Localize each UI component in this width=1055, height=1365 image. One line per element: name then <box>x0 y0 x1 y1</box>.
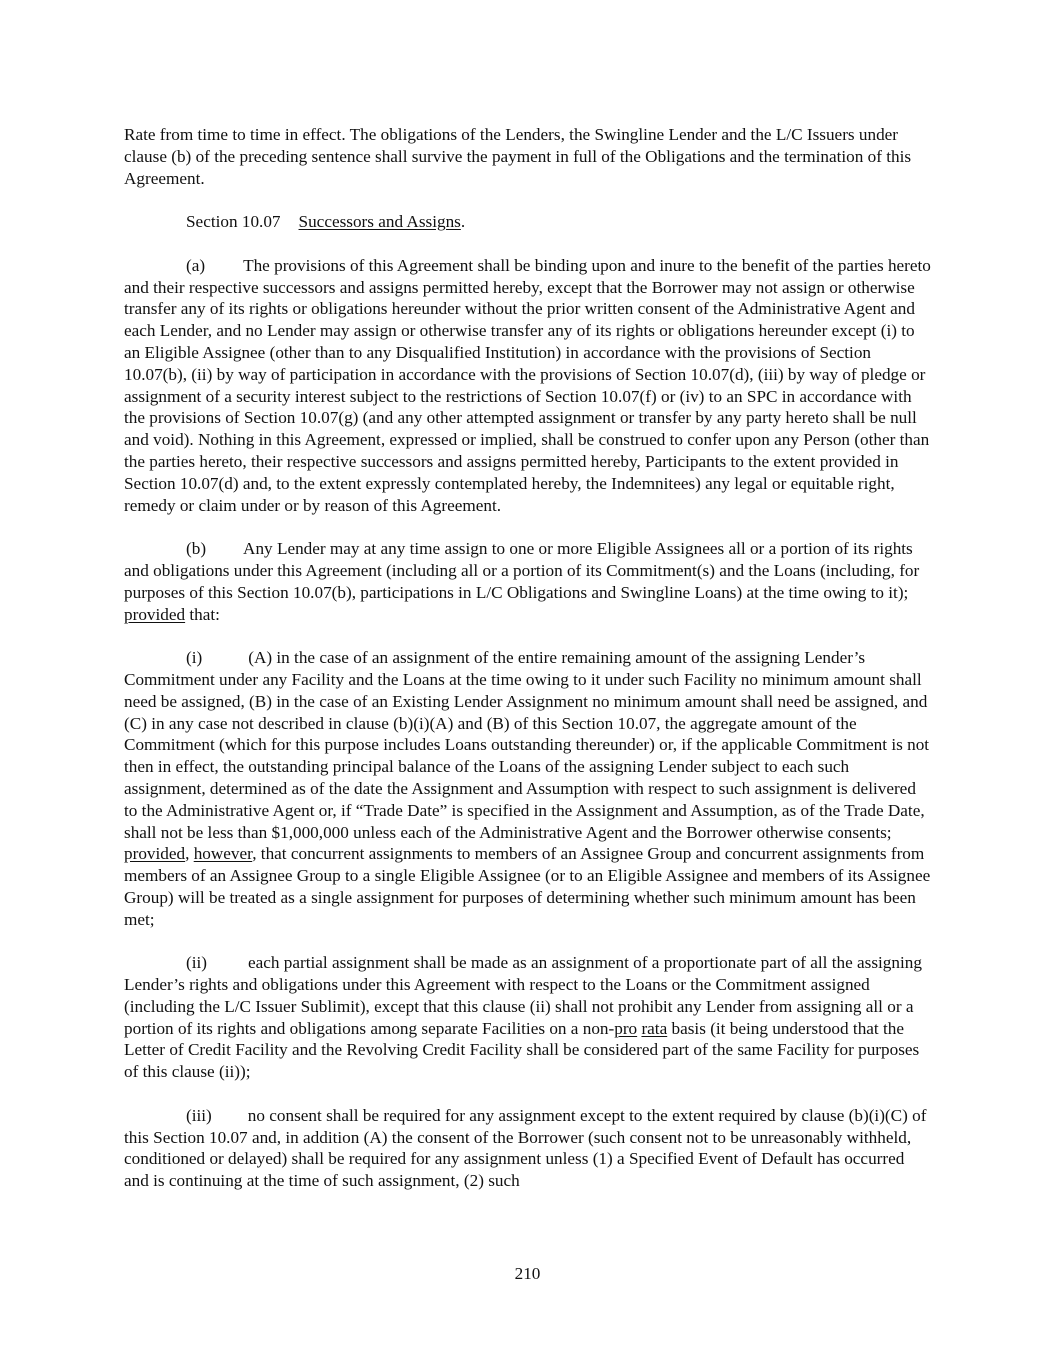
clause-iii-text: no consent shall be required for any assignment except to the extent required by clause (b)(i)(C) of this Section 10.07 and, in addition (A) the consent of the Borrower (such consent not to be unreasonably withheld, conditioned or delayed) shall be required for any assignment unless (1) a Specified Event of Default has occurred and is continuing at the time of such assignment, (2) such <box>124 1105 927 1191</box>
clause-iii-label: (iii) <box>186 1105 212 1125</box>
provided-term: provided <box>124 844 186 864</box>
clause-iii <box>124 1105 932 1192</box>
clause-i-text: (A) in the case of an assignment of the entire remaining amount of the assigning Lender’s Commitment under any Facility and the Loans at the time owing to it under such Facility no minimum amount shall need be assigned, (B) in the case of an Existing Lender Assignment no minimum amount shall need be assigned, and (C) in any case not described in clause (b)(i)(A) and (B) of this Section 10.07, the aggregate amount of the Commitment (which for this purpose includes Loans outstanding thereunder) or, if the applicable Commitment is not then in effect, the outstanding principal balance of the Loans of the assigning Lender subject to each such assignment, determined as of the date the Assignment and Assumption with respect to such assignment is delivered to the Administrative Agent or, if “Trade Date” is specified in the Assignment and Assumption, as of the Trade Date, shall not be less than $1,000,000 unless each of the Administrative Agent and the Borrower otherwise consents; <box>124 648 930 842</box>
paragraph-a <box>124 255 932 517</box>
rata-term: rata <box>641 1018 668 1038</box>
paragraph-a-text: The provisions of this Agreement shall be binding upon and inure to the benefit of the parties hereto and their respective successors and assigns permitted hereby, except that the Borrower may not assign or otherwise transfer any of its rights or obligations hereunder without the prior written consent of the Administrative Agent and each Lender, and no Lender may assign or otherwise transfer any of its rights or obligations hereunder except (i) to an Eligible Assignee (other than to any Disqualified Institution) in accordance with the provisions of Section 10.07(b), (ii) by way of participation in accordance with the provisions of Section 10.07(d), (iii) by way of pledge or assignment of a security interest subject to the restrictions of Section 10.07(f) or (iv) to an SPC in accordance with the provisions of Section 10.07(g) (and any other attempted assignment or transfer by any party hereto shall be null and void). Nothing in this Agreement, expressed or implied, shall be construed to confer upon any Person (other than the parties hereto, their respective successors and assigns permitted hereby, Participants to the extent provided in Section 10.07(d) and, to the extent expressly contemplated hereby, the Indemnitees) any legal or equitable right, remedy or claim under or by reason of this Agreement. <box>124 255 931 515</box>
clause-ii: (ii) each partial assignment shall be made as an assignment of a proportionate part of all the assigning Lender’s rights and obligations under this Agreement with respect to the Loans or the Commitment assigned (including the L/C Issuer Sublimit), except that this clause (ii) shall not prohibit any Lender from assigning all or a portion of its rights and obligations among separate Facilities on a non-pro rata basis (it being understood that the Letter of Credit Facility and the Revolving Credit Facility shall be considered part of the same Facility for purposes of this clause (ii)); <box>124 953 922 1082</box>
paragraph-a-label: (a) <box>186 255 206 275</box>
clause-i: (i) (A) in the case of an assignment of the entire remaining amount of the assigning Lender’s Commitment under any Facility and the Loans at the time owing to it under such Facility no minimum amount shall need be assigned, (B) in the case of an Existing Lender Assignment no minimum amount shall need be assigned, and (C) in any case not described in clause (b)(i)(A) and (B) of this Section 10.07, the aggregate amount of the Commitment (which for this purpose includes Loans outstanding thereunder) or, if the applicable Commitment is not then in effect, the outstanding principal balance of the Loans of the assigning Lender subject to each such assignment, determined as of the date the Assignment and Assumption with respect to such assignment is delivered to the Administrative Agent or, if “Trade Date” is specified in the Assignment and Assumption, as of the Trade Date, shall not be less than $1,000,000 unless each of the Administrative Agent and the Borrower otherwise consents; provided, however, that concurrent assignments to members of an Assignee Group and concurrent assignments from members of an Assignee Group to a single Eligible Assignee (or to an Eligible Assignee and members of its Assignee Group) will be treated as a single assignment for purposes of determining whether such minimum amount has been met; <box>124 648 931 929</box>
document-page <box>124 124 932 1214</box>
section-heading: Section 10.07 Successors and Assigns. <box>186 212 466 232</box>
paragraph-b-text: Any Lender may at any time assign to one or more Eligible Assignees all or a portion of its rights and obligations under this Agreement (including all or a portion of its Commitment(s) and the Loans (including, for purposes of this Section 10.07(b), participations in L/C Obligations and Swingline Loans) at the time owing to it); <box>124 539 920 602</box>
paragraph-b-label: (b) <box>186 539 207 559</box>
however-term: however <box>193 844 253 864</box>
section-title: Successors and Assigns <box>298 212 461 232</box>
paragraph-continuation: Rate from time to time in effect. The obligations of the Lenders, the Swingline Lender and the L/C Issuers under clause (b) of the preceding sentence shall survive the payment in full of the Obligations and the termination of this Agreement. <box>124 125 912 188</box>
pro-term: pro <box>614 1018 638 1038</box>
section-number: Section 10.07 <box>186 212 281 232</box>
clause-i-label: (i) <box>186 648 203 668</box>
paragraph-b: (b) Any Lender may at any time assign to one or more Eligible Assignees all or a portion of its rights and obligations under this Agreement (including all or a portion of its Commitment(s) and the Loans (including, for purposes of this Section 10.07(b), participations in L/C Obligations and Swingline Loans) at the time owing to it); provided that: <box>124 539 920 624</box>
clause-ii-text: each partial assignment shall be made as an assignment of a proportionate part of all the assigning Lender’s rights and obligations under this Agreement with respect to the Loans or the Commitment assigned (including the L/C Issuer Sublimit), except that this clause (ii) shall not prohibit any Lender from assigning all or a portion of its rights and obligations among separate Facilities on a non- <box>124 953 922 1038</box>
page-number: 210 <box>514 1264 541 1283</box>
clause-ii-label: (ii) <box>186 953 207 973</box>
provided-term: provided <box>124 604 186 624</box>
